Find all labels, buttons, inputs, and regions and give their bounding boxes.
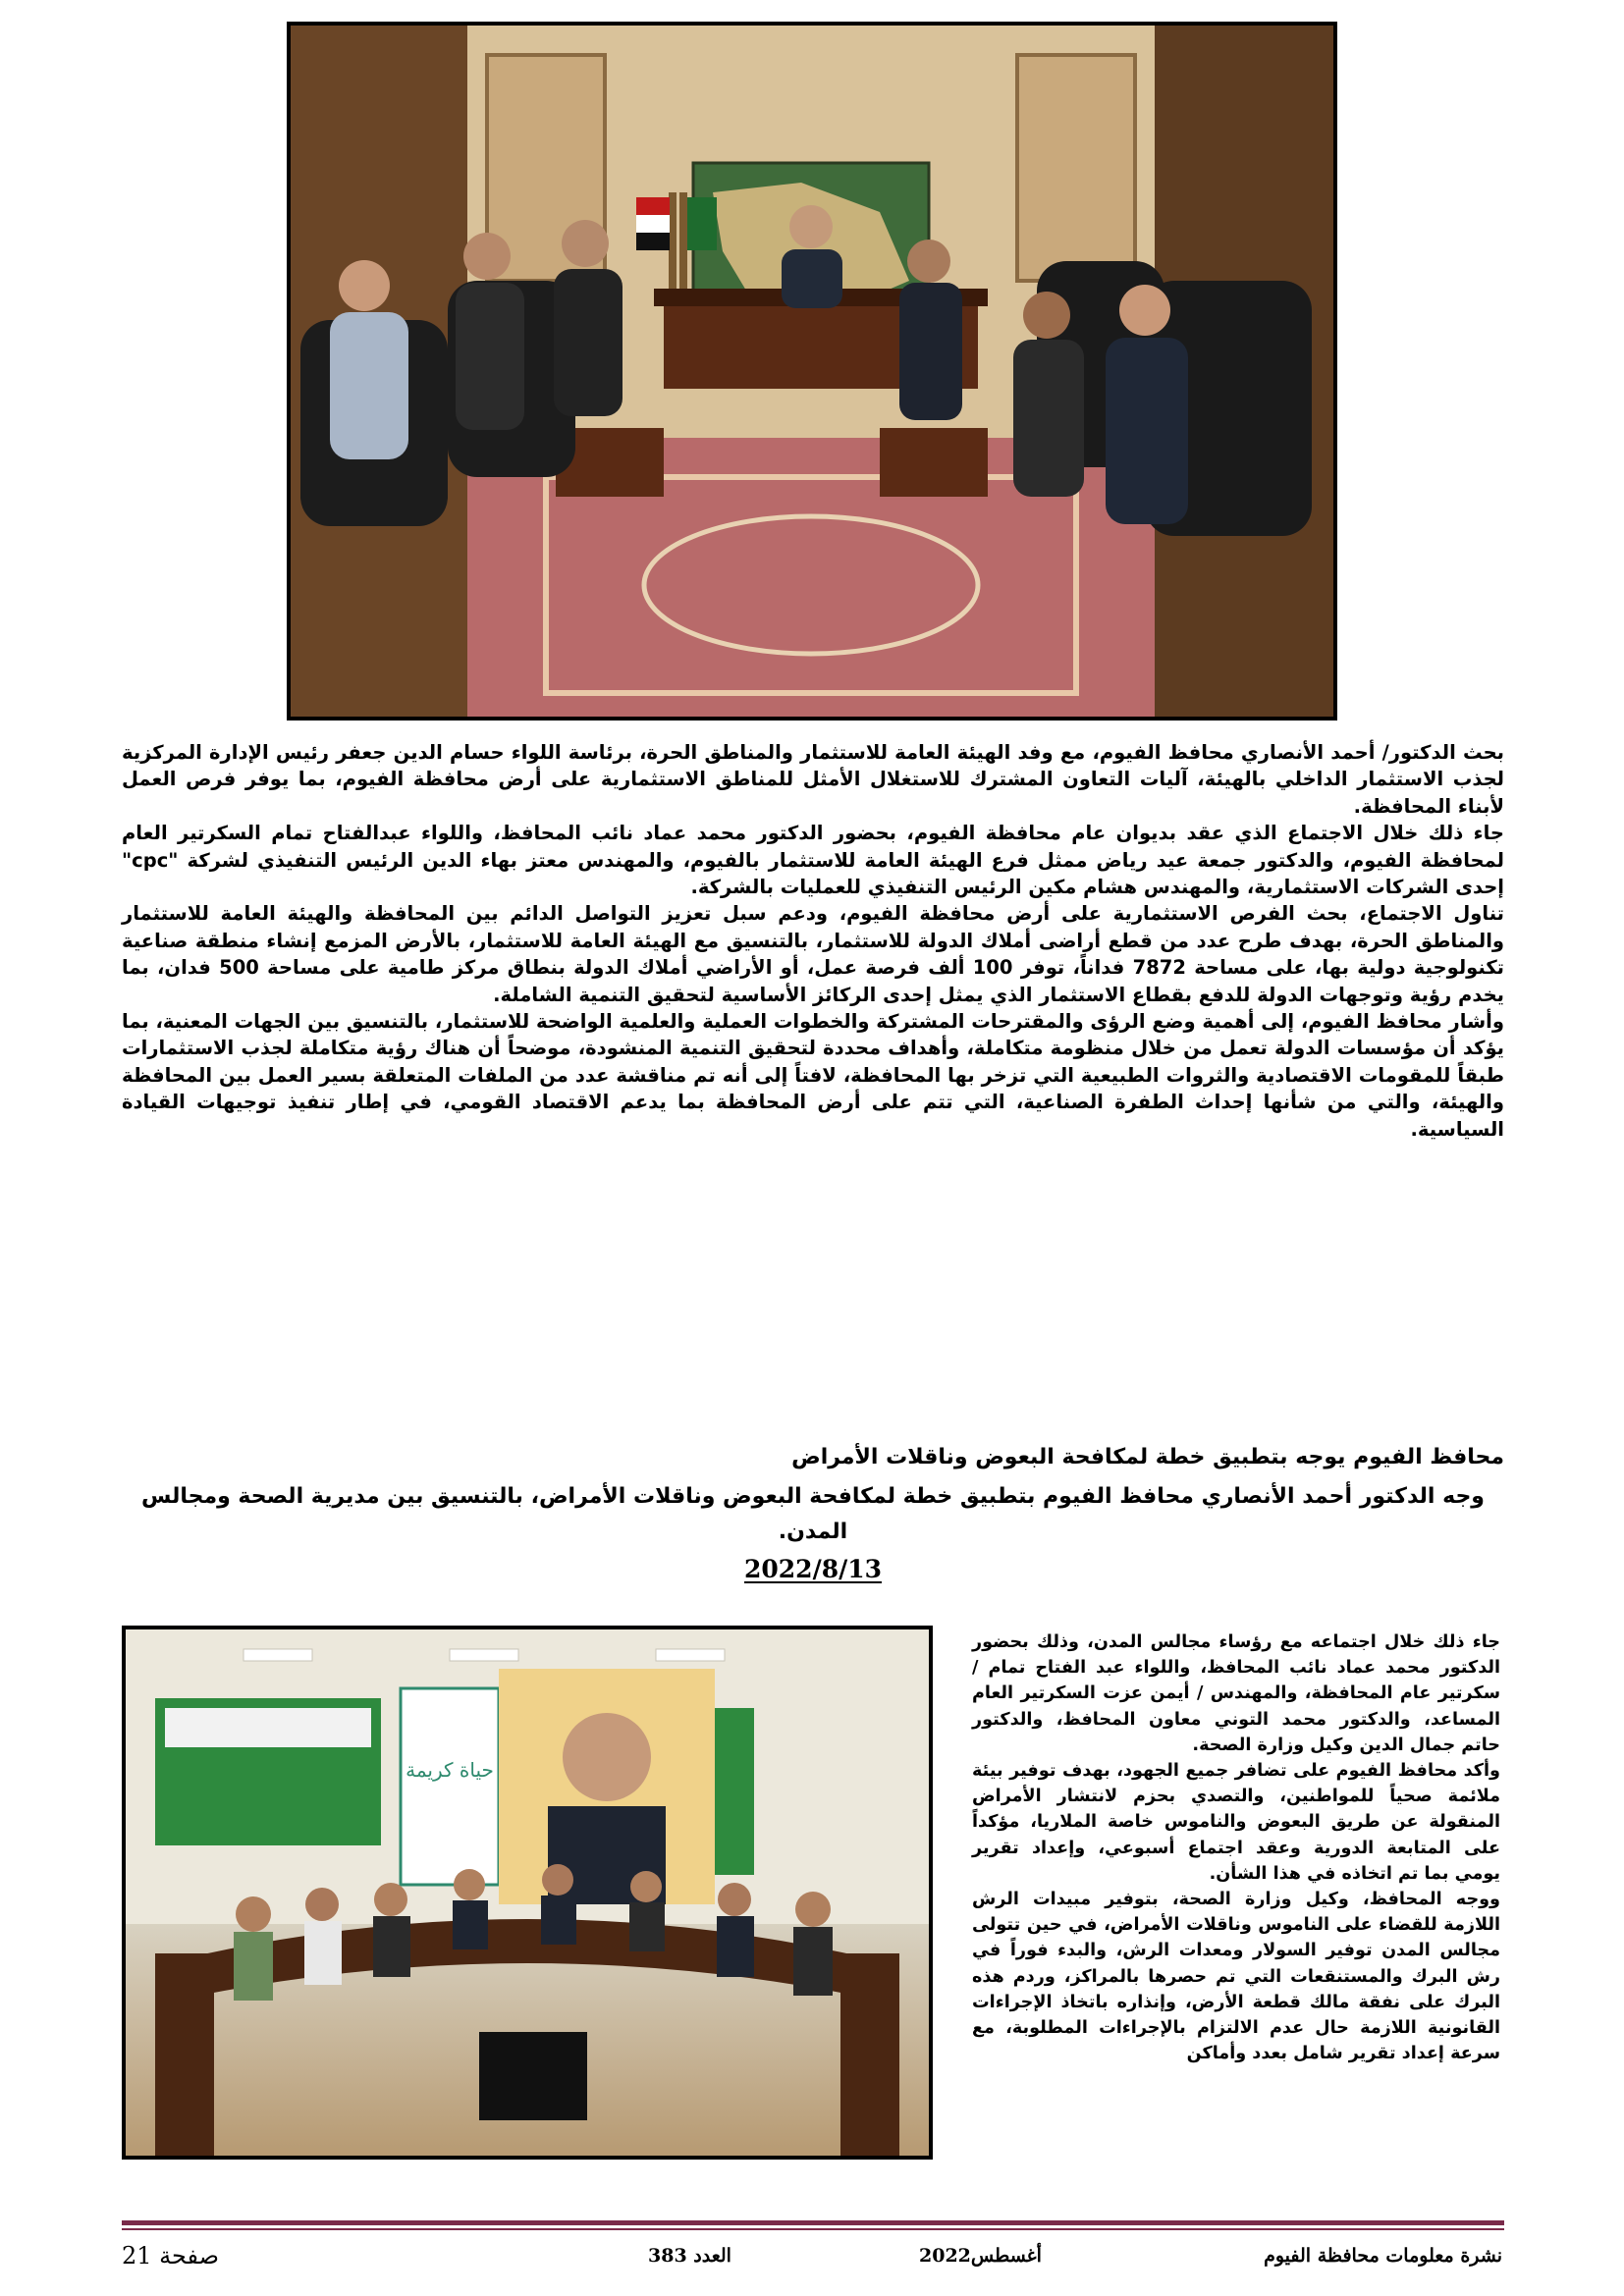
article-2-paragraph: وأكد محافظ الفيوم على تضافر جميع الجهود، بهدف توفير بيئة ملائمة صحياً للمواطنين، والتصدي بحزم لانتشار الأمراض المنقولة عن طريق البعوض والناموس خاصة الملاريا، مؤكداً على المتابعة الدورية وعقد اجتماع أسبوعي، وإعداد تقرير يومي بما تم اتخاذه في هذا الشأن. [972,1761,1500,1884]
article-1-paragraph: وأشار محافظ الفيوم، إلى أهمية وضع الرؤى والمقترحات المشتركة والخطوات العملية والعلمية الواضحة للاستثمار، بالتنسيق بين الجهات المعنية، بما يؤكد أن مؤسسات الدولة تعمل من خلال منظومة متكاملة، وأهداف محددة لتحقيق التنمية المنشودة، موضحاً أن هناك رؤية متكاملة لجذب الاستثمارات طبقاً للمقومات الاقتصادية والثروات الطبيعية التي تزخر بها المحافظة، لافتاً إلى أنه تم مناقشة عدد من الملفات المتعلقة بسير العمل بين المحافظة والهيئة، والتي من شأنها إحداث الطفرة الصناعية، التي تتم على أرض المحافظة بما يدعم الاقتصاد القومي، في إطار تنفيذ توجيهات القيادة السياسية. [122,1010,1504,1141]
article-2-title: محافظ الفيوم يوجه بتطبيق خطة لمكافحة البعوض وناقلات الأمراض [791,1445,1504,1469]
article-2-subtitle-cont: المدن. [778,1520,848,1544]
footer-publication-name: نشرة معلومات محافظة الفيوم [1264,2245,1502,2267]
footer-month: أغسطس2022 [919,2245,1042,2267]
article-2-subtitle: وجه الدكتور أحمد الأنصاري محافظ الفيوم بتطبيق خطة لمكافحة البعوض وناقلات الأمراض، بالتنسيق بين مديرية الصحة ومجالس [141,1484,1485,1509]
article-2-paragraph: جاء ذلك خلال اجتماعه مع رؤساء مجالس المدن، وذلك بحضور الدكتور محمد عماد نائب المحافظ، واللواء عبد الفتاح تمام / سكرتير عام المحافظة، والمهندس / أيمن عزت السكرتير العام المساعد، والدكتور محمد التوني معاون المحافظ، والدكتور حاتم جمال الدين وكيل وزارة الصحة. [972,1632,1500,1755]
meeting-photo-bottom [122,1626,933,2160]
meeting-hall-illustration [126,1629,929,2156]
footer-issue: العدد 383 [648,2245,731,2267]
meeting-photo-top [287,22,1337,721]
banner-text: حياة كريمة [406,1758,494,1782]
article-2-paragraph: ووجه المحافظ، وكيل وزارة الصحة، بتوفير مبيدات الرش اللازمة للقضاء على الناموس وناقلات الأمراض، في حين تتولى مجالس المدن توفير السولار ومعدات الرش، والبدء فوراً في رش البرك والمستنقعات التي تم حصرها بالمراكز، وردم هذه البرك على نفقة مالك قطعة الأرض، وإنذاره باتخاذ الإجراءات القانونية اللازمة حال عدم الالتزام بالإجراءات المطلوبة، مع سرعة إعداد تقرير شامل بعدد وأماكن [972,1890,1500,2064]
article-1-paragraph: بحث الدكتور/ أحمد الأنصاري محافظ الفيوم، مع وفد الهيئة العامة للاستثمار والمناطق الحرة، برئاسة اللواء حسام الدين جعفر رئيس الإدارة المركزية لجذب الاستثمار الداخلي بالهيئة، آليات التعاون المشترك للاستغلال الأمثل للمناطق الاستثمارية على أرض محافظة الفيوم، بما يوفر فرص العمل لأبناء المحافظة. [122,741,1504,818]
article-1-paragraph: تناول الاجتماع، بحث الفرص الاستثمارية على أرض محافظة الفيوم، ودعم سبل تعزيز التواصل الدائم بين المحافظة والهيئة العامة للاستثمار والمناطق الحرة، بهدف طرح عدد من قطع أراضى أملاك الدولة للاستثمار، بالتنسيق مع الهيئة العامة للاستثمار، بالأرض المزمع إنشاء منطقة صناعية تكنولوجية دولية بها، على مساحة 7872 فداناً، توفر 100 ألف فرصة عمل، أو الأراضي أملاك الدولة بنطاق مركز طامية على مساحة 500 فدان، بما يخدم رؤية وتوجهات الدولة للدفع بقطاع الاستثمار الذي يمثل إحدى الركائز الأساسية لتحقيق التنمية الشاملة. [122,902,1505,1006]
meeting-photo-illustration [291,26,1333,717]
article-1-body [122,739,1504,1143]
article-1-paragraph: جاء ذلك خلال الاجتماع الذي عقد بديوان عام محافظة الفيوم، بحضور الدكتور محمد عماد نائب المحافظ، واللواء عبدالفتاح تمام السكرتير العام لمحافظة الفيوم، والدكتور جمعة عيد رياض ممثل فرع الهيئة العامة للاستثمار بالفيوم، والمهندس معتز بهاء الدين الرئيس التنفيذي لشركة "cpc" إحدى الشركات الاستثمارية، والمهندس هشام مكين الرئيس التنفيذي للعمليات بالشركة. [122,822,1504,899]
footer-page-number: صفحة 21 [122,2242,220,2269]
footer-rule-thin [122,2228,1504,2230]
footer-rule [122,2220,1504,2225]
article-2-date-text: 2022/8/13 [743,1555,883,1583]
article-2-date [122,1555,1504,1583]
article-2-body [972,1629,1500,2066]
